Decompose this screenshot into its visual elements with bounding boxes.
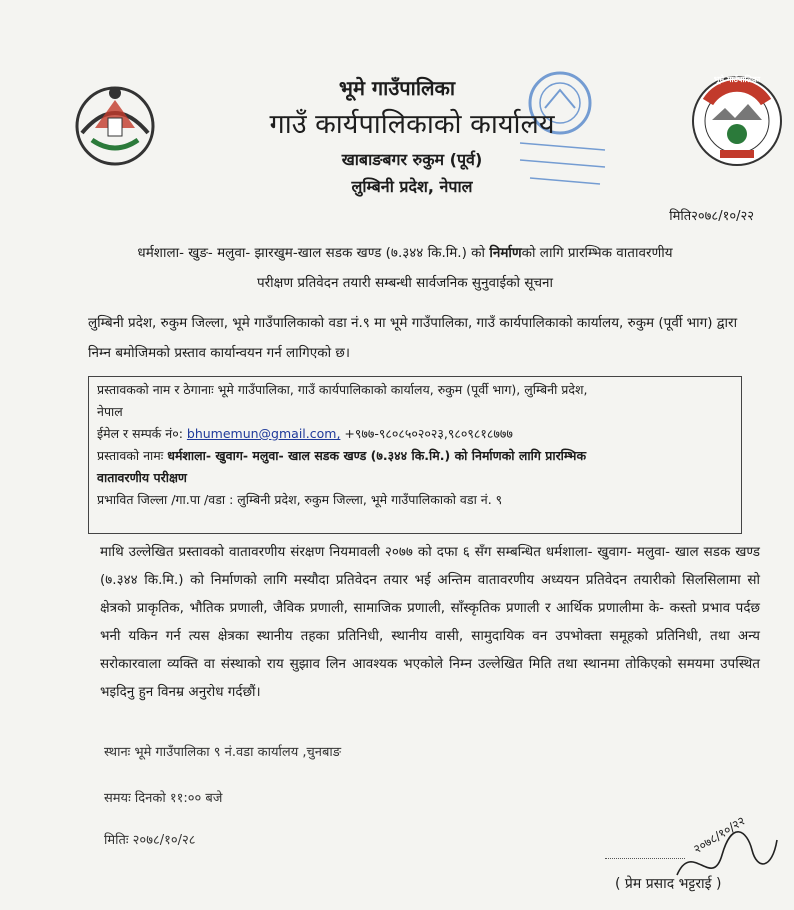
subject-line-2: परीक्षण प्रतिवेदन तयारी सम्बन्धी सार्वजनिक सुनुवाईको सूचना bbox=[256, 275, 554, 291]
notice-date: मिति२०७८/१०/२२ bbox=[669, 209, 754, 224]
proposal-details-box bbox=[88, 376, 742, 534]
meeting-time: समयः दिनको ११:०० बजे bbox=[104, 791, 223, 806]
contact-row bbox=[97, 423, 733, 445]
email-link[interactable]: bhumemun@gmail.com, bbox=[186, 426, 341, 441]
subject-text-pre: धर्मशाला- खुङ- मलुवा- झारखुम-खाल सडक खण्ड (७.३४४ कि.मि.) को bbox=[137, 245, 490, 261]
subject-text-post: को लागि प्रारम्भिक वातावरणीय bbox=[521, 245, 673, 261]
signature-date: २०७८/१०/२२ bbox=[690, 813, 748, 857]
proposer-line-2: नेपाल bbox=[97, 404, 123, 419]
body-paragraph: माथि उल्लेखित प्रस्तावको वातावरणीय संरक्षण नियमावली २०७७ को दफा ६ सँग सम्बन्धित धर्मशाला- खुवाग- मलुवा- खाल सडक खण्ड (७.३४४ कि.मि.) को निर्माणको लागि मस्यौदा प्रतिवेदन तयार भई अन्तिम वातावरणीय अध्ययन प्रतिवेदन तयारीको सिलसिलामा सो क्षेत्रको प्राकृतिक, भौतिक प्रणाली, जैविक प्रणाली, सामाजिक प्रणाली, साँस्कृतिक प्रणाली र आर्थिक प्रणालीमा के- कस्तो प्रभाव पर्दछ भनी यकिन गर्न त्यस क्षेत्रका स्थानीय तहका प्रतिनिधी, स्थानीय वासी, सामुदायिक वन उपभोक्ता समूहको प्रतिनिधी, तथा अन्य सरोकारवाला व्यक्ति वा संस्थाको राय सुझाव लिन आवश्यक भएकोले निम्न उल्लेखित मिति तथा स्थानमा तोकिएको समयमा उपस्थित भइदिनु हुन विनम्र अनुरोध गर्दछौं। bbox=[100, 544, 760, 700]
municipality-name: भूमे गाउँपालिका bbox=[338, 76, 456, 100]
meeting-date: मितिः २०७८/१०/२८ bbox=[104, 833, 196, 848]
proposal-label: प्रस्तावको नामः bbox=[97, 448, 168, 463]
proposal-name-cont: वातावरणीय परीक्षण bbox=[97, 470, 187, 485]
logo-ring-text: भूमे गाउँपालिका bbox=[713, 75, 761, 84]
proposal-name-row bbox=[97, 445, 733, 467]
notice-subject bbox=[60, 238, 750, 298]
phone-numbers: +९७७-९८०८५०२०२३,९८०९८१८७७७ bbox=[340, 426, 513, 441]
office-province: लुम्बिनी प्रदेश, नेपाल bbox=[351, 177, 473, 196]
signature-line bbox=[605, 858, 685, 859]
proposer-line-1: प्रस्तावकको नाम र ठेगानाः भूमे गाउँपालिका, गाउँ कार्यपालिकाको कार्यालय, रुकुम (पूर्वी भाग), लुम्बिनी प्रदेश, bbox=[97, 382, 588, 397]
signatory-name: ( प्रेम प्रसाद भट्टराई ) bbox=[615, 876, 722, 892]
office-name: गाउँ कार्यपालिकाको कार्यालय bbox=[269, 109, 555, 140]
proposal-name: धर्मशाला- खुवाग- मलुवा- खाल सडक खण्ड (७.३४४ कि.मि.) को निर्माणको लागि प्रारम्भिक bbox=[167, 448, 587, 463]
affected-area: प्रभावित जिल्ला /गा.पा /वडा : लुम्बिनी प्रदेश, रुकुम जिल्ला, भूमे गाउँपालिकाको वडा नं. ९ bbox=[97, 492, 503, 507]
subject-text-bold: निर्माण bbox=[489, 245, 522, 261]
intro-paragraph: लुम्बिनी प्रदेश, रुकुम जिल्ला, भूमे गाउँपालिकाको वडा नं.९ मा भूमे गाउँपालिका, गाउँ कार्यपालिकाको कार्यालय, रुकुम (पूर्वी भाग) द्वारा निम्न बमोजिमको प्रस्ताव कार्यान्वयन गर्न लागिएको छ। bbox=[88, 315, 738, 361]
contact-label: ईमेल र सम्पर्क नं०: bbox=[97, 426, 187, 441]
meeting-place: स्थानः भूमे गाउँपालिका ९ नं.वडा कार्यालय ,चुनबाङ bbox=[104, 745, 342, 760]
office-address: खाबाङबगर रुकुम (पूर्व) bbox=[341, 150, 483, 169]
